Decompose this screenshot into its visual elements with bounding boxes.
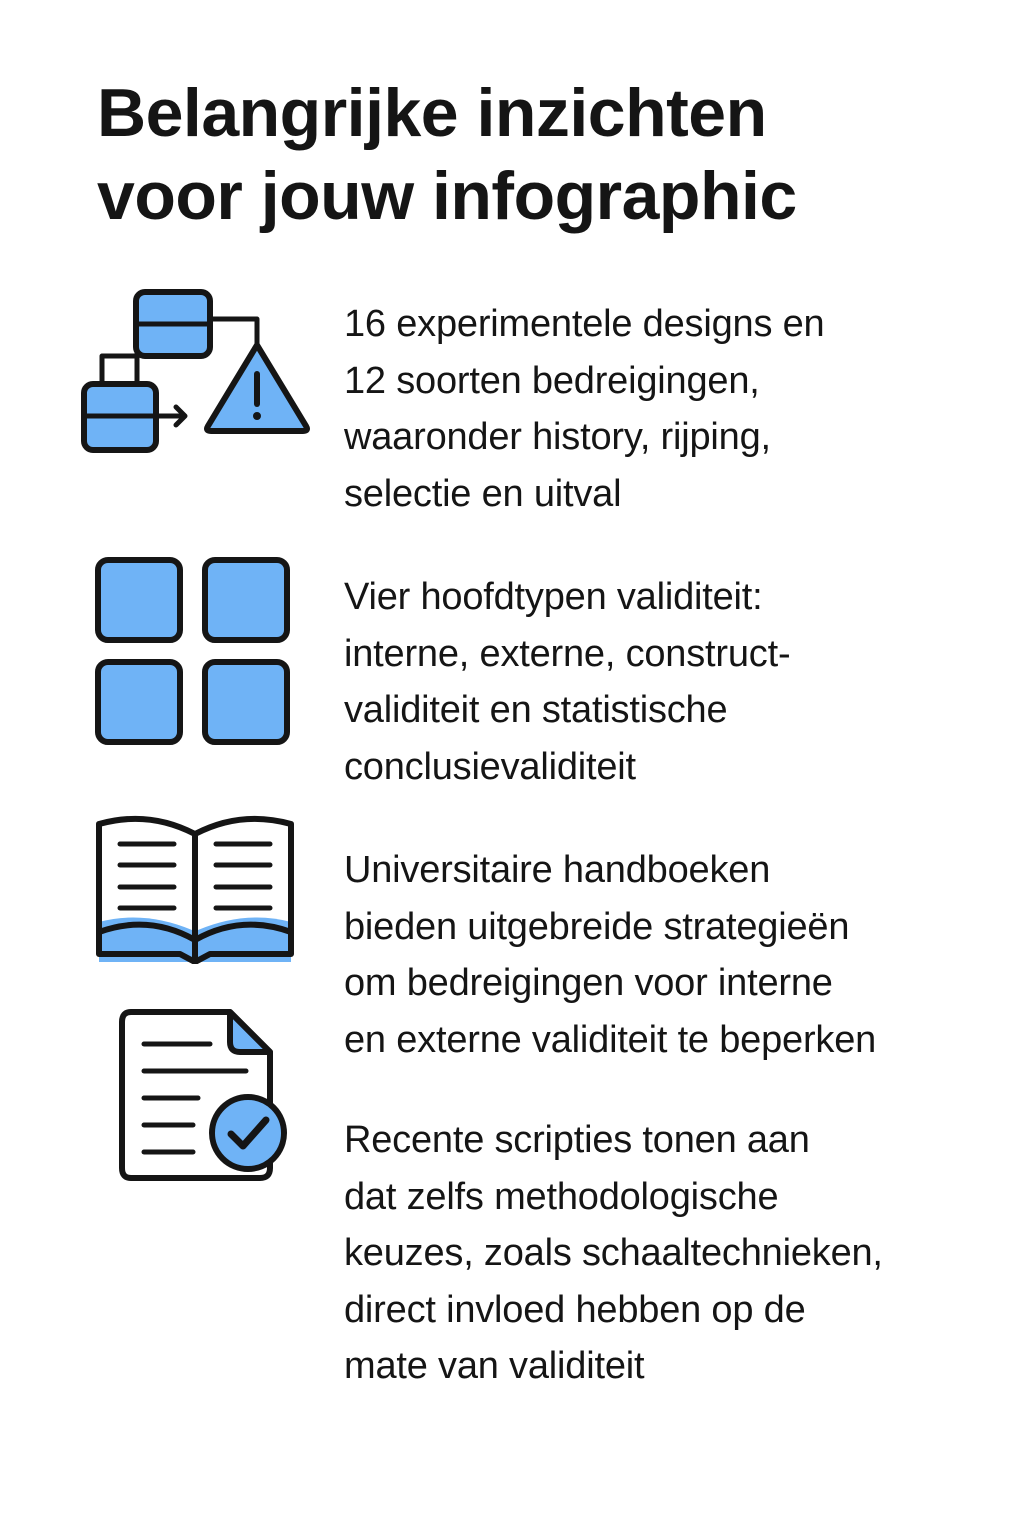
four-squares-grid-icon [94,555,292,745]
text-line: keuzes, zoals schaaltechnieken, [344,1232,883,1274]
text-line: validiteit en statistische [344,689,728,731]
insight-text-3 [344,842,876,1068]
text-line: conclusievaliditeit [344,745,636,788]
insight-text-4 [344,1112,883,1395]
text-line: bieden uitgebreide strategieën [344,905,850,948]
insight-text-1 [344,296,824,522]
text-line: interne, externe, construct- [344,632,791,675]
text-line: Universitaire handboeken [344,849,771,891]
text-line: 16 experimentele designs en [344,303,825,345]
title-line-1: Belangrijke inzichten [97,75,767,151]
text-line: dat zelfs methodologische [344,1175,779,1218]
insight-text-2 [344,569,790,795]
open-book-icon [94,812,296,964]
text-line: Recente scripties tonen aan [344,1119,810,1161]
flowchart-warning-icon [80,288,315,458]
text-line: 12 soorten bedreigingen, [344,359,760,402]
text-line: selectie en uitval [344,472,622,515]
text-line: en externe validiteit te beperken [344,1018,877,1061]
document-check-icon [118,1008,293,1186]
title-line-2: voor jouw infographic [97,158,797,234]
text-line: direct invloed hebben op de [344,1288,806,1331]
text-line: mate van validiteit [344,1345,645,1387]
page-title [97,72,797,238]
text-line: waaronder history, rijping, [344,416,771,458]
text-line: om bedreigingen voor interne [344,962,833,1004]
text-line: Vier hoofdtypen validiteit: [344,576,763,618]
